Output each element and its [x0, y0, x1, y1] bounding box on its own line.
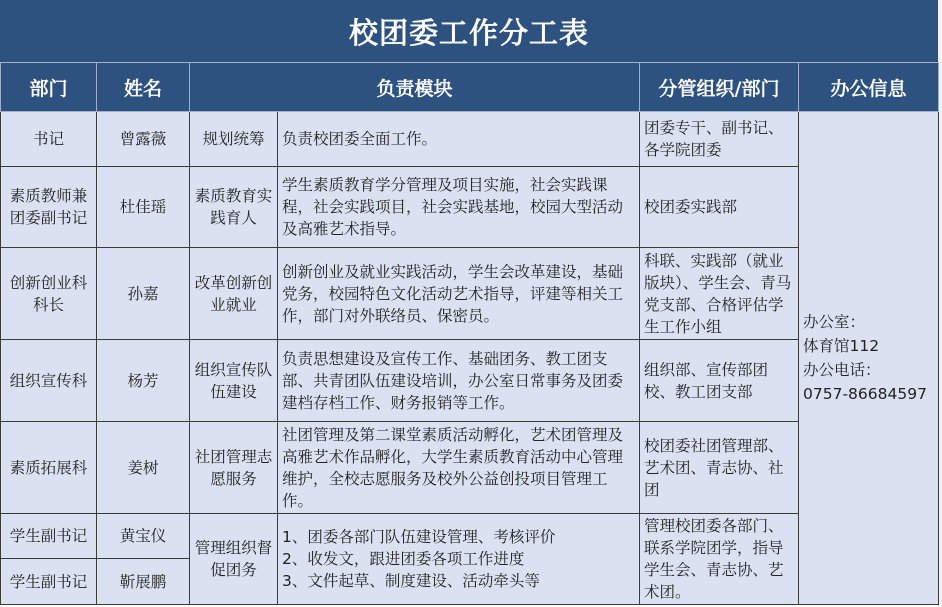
office-value: 体育馆112	[803, 337, 880, 355]
cell-name[interactable]: 曾露薇	[97, 112, 190, 167]
phone-label: 办公电话：	[803, 361, 881, 379]
cell-manages[interactable]: 校团委实践部	[640, 167, 799, 248]
cell-dept[interactable]: 创新创业科科长	[1, 248, 97, 340]
cell-module-name[interactable]: 素质教育实践育人	[190, 167, 278, 248]
cell-module-desc[interactable]: 负责思想建设及宣传工作、基础团务、教工团支部、共青团队伍建设培训，办公室日常事务及团委建档存档工作、财务报销等工作。	[278, 340, 640, 422]
table-row	[1, 112, 939, 167]
cell-manages[interactable]: 管理校团委各部门、联系学院团学，指导学生会、青志协、艺术团。	[640, 514, 799, 605]
cell-name[interactable]: 孙嘉	[97, 248, 190, 340]
cell-name[interactable]: 杜佳瑶	[97, 167, 190, 248]
cell-module-desc[interactable]	[278, 514, 640, 605]
cell-dept[interactable]: 书记	[1, 112, 97, 167]
cell-module-desc[interactable]: 创新创业及就业实践活动，学生会改革建设，基础党务，校园特色文化活动艺术指导，评建等相关工作，部门对外联络员、保密员。	[278, 248, 640, 340]
cell-manages[interactable]: 团委专干、副书记、各学院团委	[640, 112, 799, 167]
cell-name[interactable]: 黄宝仪	[97, 514, 190, 559]
cell-module-desc[interactable]: 学生素质教育学分管理及项目实施，社会实践课程，社会实践项目，社会实践基地，校园大型活动及高雅艺术指导。	[278, 167, 640, 248]
cell-dept[interactable]: 学生副书记	[1, 559, 97, 605]
cell-module-desc[interactable]: 社团管理及第二课堂素质活动孵化，艺术团管理及高雅艺术作品孵化，大学生素质教育活动中心管理维护，全校志愿服务及校外公益创投项目管理工作。	[278, 422, 640, 514]
module-desc-line: 3、文件起草、制度建设、活动牵头等	[282, 572, 540, 590]
header-row	[1, 63, 939, 112]
module-desc-line: 1、团委各部门队伍建设管理、考核评价	[282, 528, 556, 546]
header-office[interactable]: 办公信息	[799, 63, 939, 112]
header-manages[interactable]: 分管组织/部门	[640, 63, 799, 112]
cell-module-name[interactable]: 管理组织督促团务	[190, 514, 278, 605]
table-row	[1, 167, 939, 248]
module-desc-line: 2、收发文，跟进团委各项工作进度	[282, 550, 525, 568]
cell-dept[interactable]: 学生副书记	[1, 514, 97, 559]
header-name[interactable]: 姓名	[97, 63, 190, 112]
cell-module-name[interactable]: 改革创新创业就业	[190, 248, 278, 340]
phone-value: 0757-86684597	[803, 385, 927, 403]
cell-module-name[interactable]: 社团管理志愿服务	[190, 422, 278, 514]
office-label: 办公室：	[803, 313, 866, 331]
table-row	[1, 248, 939, 340]
table-row	[1, 514, 939, 559]
assignment-table	[0, 62, 939, 605]
cell-office-info[interactable]	[799, 112, 939, 605]
cell-manages[interactable]: 科联、实践部（就业版块）、学生会、青马党支部、合格评估学生工作小组	[640, 248, 799, 340]
cell-module-name[interactable]: 组织宣传队伍建设	[190, 340, 278, 422]
cell-name[interactable]: 靳展鹏	[97, 559, 190, 605]
cell-manages[interactable]: 组织部、宣传部团校、教工团支部	[640, 340, 799, 422]
cell-dept[interactable]: 素质教师兼团委副书记	[1, 167, 97, 248]
cell-name[interactable]: 杨芳	[97, 340, 190, 422]
header-dept[interactable]: 部门	[1, 63, 97, 112]
table-row	[1, 422, 939, 514]
sheet-title: 校团委工作分工表	[0, 0, 938, 62]
cell-name[interactable]: 姜树	[97, 422, 190, 514]
cell-module-desc[interactable]: 负责校团委全面工作。	[278, 112, 640, 167]
cell-dept[interactable]: 素质拓展科	[1, 422, 97, 514]
table-row	[1, 340, 939, 422]
cell-module-name[interactable]: 规划统筹	[190, 112, 278, 167]
header-module[interactable]: 负责模块	[190, 63, 640, 112]
cell-manages[interactable]: 校团委社团管理部、艺术团、青志协、社团	[640, 422, 799, 514]
cell-dept[interactable]: 组织宣传科	[1, 340, 97, 422]
